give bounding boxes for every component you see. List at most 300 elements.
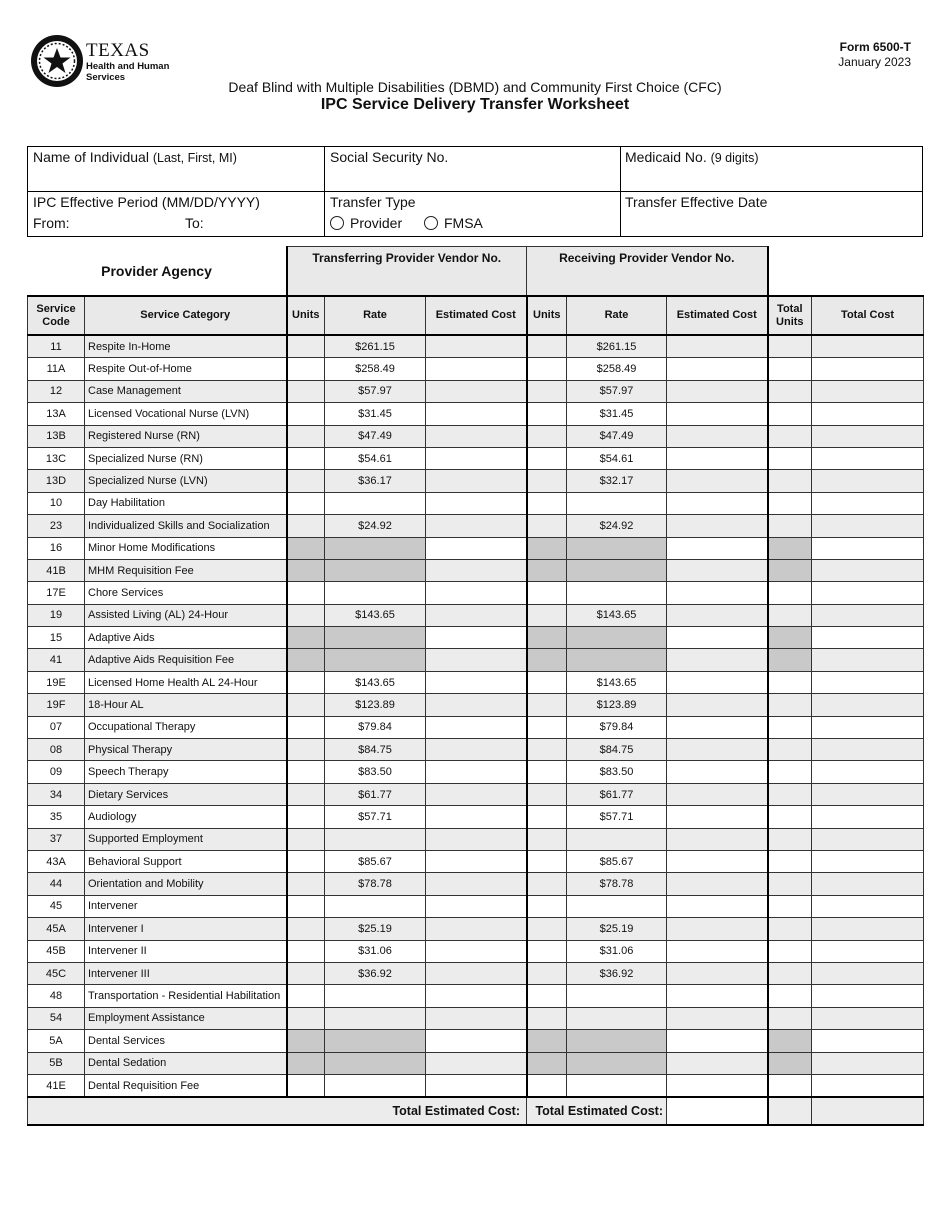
total-units[interactable] bbox=[768, 716, 812, 738]
rate-receiving: $78.78 bbox=[567, 873, 667, 895]
service-category: Audiology bbox=[85, 806, 287, 828]
est-cost-receiving[interactable] bbox=[667, 873, 768, 895]
units-receiving[interactable] bbox=[527, 1052, 567, 1074]
units-transferring[interactable] bbox=[287, 604, 325, 626]
table-row bbox=[28, 895, 924, 917]
agency-subname: Health and Human Services bbox=[86, 61, 170, 83]
units-receiving[interactable] bbox=[527, 918, 567, 940]
total-cost[interactable] bbox=[812, 1052, 924, 1074]
total-cost[interactable] bbox=[812, 918, 924, 940]
total-cost[interactable] bbox=[812, 335, 924, 358]
est-cost-receiving[interactable] bbox=[667, 358, 768, 380]
total-cost[interactable] bbox=[812, 739, 924, 761]
units-transferring[interactable] bbox=[287, 940, 325, 962]
table-row bbox=[28, 716, 924, 738]
service-category: Registered Nurse (RN) bbox=[85, 425, 287, 447]
total-cost[interactable] bbox=[812, 604, 924, 626]
table-row bbox=[28, 425, 924, 447]
service-category: Intervener I bbox=[85, 918, 287, 940]
total-cost[interactable] bbox=[812, 492, 924, 514]
units-receiving[interactable] bbox=[527, 1007, 567, 1029]
units-transferring[interactable] bbox=[287, 716, 325, 738]
col-total-units: Total Units bbox=[768, 296, 812, 335]
table-row bbox=[28, 918, 924, 940]
units-transferring[interactable] bbox=[287, 985, 325, 1007]
est-cost-transferring[interactable] bbox=[426, 716, 527, 738]
total-cost[interactable] bbox=[812, 537, 924, 559]
units-receiving[interactable] bbox=[527, 582, 567, 604]
total-cost[interactable] bbox=[812, 806, 924, 828]
units-receiving[interactable] bbox=[527, 850, 567, 872]
est-cost-transferring[interactable] bbox=[426, 850, 527, 872]
est-cost-transferring[interactable] bbox=[426, 1007, 527, 1029]
units-receiving[interactable] bbox=[527, 940, 567, 962]
est-cost-transferring[interactable] bbox=[426, 582, 527, 604]
est-cost-receiving[interactable] bbox=[667, 492, 768, 514]
units-transferring[interactable] bbox=[287, 335, 325, 358]
units-receiving[interactable] bbox=[527, 425, 567, 447]
total-cost[interactable] bbox=[812, 873, 924, 895]
service-category: Physical Therapy bbox=[85, 739, 287, 761]
table-row bbox=[28, 940, 924, 962]
table-row bbox=[28, 403, 924, 425]
total-units[interactable] bbox=[768, 604, 812, 626]
total-units[interactable] bbox=[768, 559, 812, 581]
rate-receiving: $84.75 bbox=[567, 739, 667, 761]
est-cost-transferring[interactable] bbox=[426, 537, 527, 559]
total-units[interactable] bbox=[768, 739, 812, 761]
total-units[interactable] bbox=[768, 425, 812, 447]
total-units[interactable] bbox=[768, 582, 812, 604]
est-cost-transferring[interactable] bbox=[426, 403, 527, 425]
rate-receiving: $31.45 bbox=[567, 403, 667, 425]
table-row bbox=[28, 492, 924, 514]
rate-receiving: $258.49 bbox=[567, 358, 667, 380]
est-cost-receiving[interactable] bbox=[667, 335, 768, 358]
col-est-cost-receiving: Estimated Cost bbox=[667, 296, 768, 335]
units-transferring[interactable] bbox=[287, 380, 325, 402]
units-transferring[interactable] bbox=[287, 559, 325, 581]
units-transferring[interactable] bbox=[287, 403, 325, 425]
est-cost-receiving[interactable] bbox=[667, 694, 768, 716]
total-cost[interactable] bbox=[812, 515, 924, 537]
service-category: Adaptive Aids bbox=[85, 627, 287, 649]
units-receiving[interactable] bbox=[527, 335, 567, 358]
service-category: Intervener III bbox=[85, 962, 287, 984]
total-cost[interactable] bbox=[812, 828, 924, 850]
units-transferring[interactable] bbox=[287, 828, 325, 850]
units-receiving[interactable] bbox=[527, 380, 567, 402]
units-transferring[interactable] bbox=[287, 962, 325, 984]
est-cost-transferring[interactable] bbox=[426, 873, 527, 895]
total-units[interactable] bbox=[768, 470, 812, 492]
units-receiving[interactable] bbox=[527, 783, 567, 805]
total-cost[interactable] bbox=[812, 671, 924, 693]
units-receiving[interactable] bbox=[527, 515, 567, 537]
service-code: 15 bbox=[28, 627, 85, 649]
est-cost-receiving[interactable] bbox=[667, 470, 768, 492]
units-receiving[interactable] bbox=[527, 739, 567, 761]
form-title: IPC Service Delivery Transfer Worksheet bbox=[320, 96, 630, 113]
total-units[interactable] bbox=[768, 806, 812, 828]
medicaid-field[interactable]: Medicaid No. (9 digits) bbox=[625, 149, 759, 165]
est-cost-receiving[interactable] bbox=[667, 1074, 768, 1097]
est-cost-receiving[interactable] bbox=[667, 1052, 768, 1074]
rate-transferring bbox=[325, 649, 426, 671]
table-row bbox=[28, 873, 924, 895]
rate-transferring: $24.92 bbox=[325, 515, 426, 537]
est-cost-transferring[interactable] bbox=[426, 604, 527, 626]
total-units[interactable] bbox=[768, 358, 812, 380]
table-row bbox=[28, 604, 924, 626]
form-date: January 2023 bbox=[838, 55, 911, 69]
units-transferring[interactable] bbox=[287, 1074, 325, 1097]
rate-transferring: $84.75 bbox=[325, 739, 426, 761]
col-est-cost-transferring: Estimated Cost bbox=[426, 296, 527, 335]
total-units[interactable] bbox=[768, 671, 812, 693]
est-cost-receiving[interactable] bbox=[667, 828, 768, 850]
total-units[interactable] bbox=[768, 492, 812, 514]
est-cost-transferring[interactable] bbox=[426, 985, 527, 1007]
units-receiving[interactable] bbox=[527, 671, 567, 693]
total-cost[interactable] bbox=[812, 425, 924, 447]
est-cost-receiving[interactable] bbox=[667, 403, 768, 425]
est-cost-receiving[interactable] bbox=[667, 940, 768, 962]
total-cost[interactable] bbox=[812, 985, 924, 1007]
total-units[interactable] bbox=[768, 761, 812, 783]
est-cost-transferring[interactable] bbox=[426, 783, 527, 805]
total-cost[interactable] bbox=[812, 694, 924, 716]
est-cost-receiving[interactable] bbox=[667, 649, 768, 671]
name-field[interactable]: Name of Individual (Last, First, MI) bbox=[33, 149, 237, 165]
units-transferring[interactable] bbox=[287, 694, 325, 716]
units-receiving[interactable] bbox=[527, 985, 567, 1007]
units-transferring[interactable] bbox=[287, 515, 325, 537]
est-cost-receiving[interactable] bbox=[667, 627, 768, 649]
total-units[interactable] bbox=[768, 627, 812, 649]
units-receiving[interactable] bbox=[527, 537, 567, 559]
est-cost-transferring[interactable] bbox=[426, 559, 527, 581]
est-cost-transferring[interactable] bbox=[426, 918, 527, 940]
total-cost[interactable] bbox=[812, 1007, 924, 1029]
total-units[interactable] bbox=[768, 403, 812, 425]
units-receiving[interactable] bbox=[527, 761, 567, 783]
units-receiving[interactable] bbox=[527, 873, 567, 895]
est-cost-transferring[interactable] bbox=[426, 962, 527, 984]
total-cost[interactable] bbox=[812, 447, 924, 469]
total-units[interactable] bbox=[768, 1052, 812, 1074]
est-cost-transferring[interactable] bbox=[426, 380, 527, 402]
service-code: 37 bbox=[28, 828, 85, 850]
est-cost-receiving[interactable] bbox=[667, 716, 768, 738]
total-cost[interactable] bbox=[812, 559, 924, 581]
est-cost-transferring[interactable] bbox=[426, 761, 527, 783]
total-cost[interactable] bbox=[812, 962, 924, 984]
units-transferring[interactable] bbox=[287, 582, 325, 604]
receiving-vendor-field[interactable]: Receiving Provider Vendor No. bbox=[527, 247, 768, 297]
total-cost[interactable] bbox=[812, 1030, 924, 1052]
est-cost-transferring[interactable] bbox=[426, 492, 527, 514]
units-receiving[interactable] bbox=[527, 1074, 567, 1097]
est-cost-transferring[interactable] bbox=[426, 425, 527, 447]
fmsa-radio[interactable]: FMSA bbox=[424, 215, 483, 231]
total-units[interactable] bbox=[768, 985, 812, 1007]
rate-transferring: $79.84 bbox=[325, 716, 426, 738]
total-cost[interactable] bbox=[812, 1074, 924, 1097]
est-cost-receiving[interactable] bbox=[667, 806, 768, 828]
service-category: Intervener bbox=[85, 895, 287, 917]
rate-receiving: $83.50 bbox=[567, 761, 667, 783]
est-cost-receiving[interactable] bbox=[667, 985, 768, 1007]
units-transferring[interactable] bbox=[287, 895, 325, 917]
est-cost-transferring[interactable] bbox=[426, 1052, 527, 1074]
units-transferring[interactable] bbox=[287, 358, 325, 380]
rate-transferring bbox=[325, 985, 426, 1007]
total-units[interactable] bbox=[768, 850, 812, 872]
grand-total-cost[interactable] bbox=[812, 1097, 924, 1125]
units-receiving[interactable] bbox=[527, 895, 567, 917]
total-units[interactable] bbox=[768, 828, 812, 850]
est-cost-receiving[interactable] bbox=[667, 380, 768, 402]
rate-receiving: $61.77 bbox=[567, 783, 667, 805]
service-code: 44 bbox=[28, 873, 85, 895]
total-units[interactable] bbox=[768, 537, 812, 559]
est-cost-receiving[interactable] bbox=[667, 582, 768, 604]
est-cost-transferring[interactable] bbox=[426, 447, 527, 469]
service-code: 48 bbox=[28, 985, 85, 1007]
grand-total-units[interactable] bbox=[768, 1097, 812, 1125]
service-category: Transportation - Residential Habilitation bbox=[85, 985, 287, 1007]
total-units[interactable] bbox=[768, 335, 812, 358]
units-transferring[interactable] bbox=[287, 1007, 325, 1029]
units-transferring[interactable] bbox=[287, 918, 325, 940]
rate-transferring bbox=[325, 1052, 426, 1074]
units-receiving[interactable] bbox=[527, 716, 567, 738]
est-cost-receiving[interactable] bbox=[667, 1030, 768, 1052]
total-cost[interactable] bbox=[812, 380, 924, 402]
transfer-date-field[interactable]: Transfer Effective Date bbox=[625, 194, 768, 210]
rate-receiving bbox=[567, 582, 667, 604]
rate-transferring bbox=[325, 1074, 426, 1097]
service-code: 54 bbox=[28, 1007, 85, 1029]
units-transferring[interactable] bbox=[287, 671, 325, 693]
rate-receiving bbox=[567, 985, 667, 1007]
rate-receiving bbox=[567, 1052, 667, 1074]
service-category: Day Habilitation bbox=[85, 492, 287, 514]
units-transferring[interactable] bbox=[287, 492, 325, 514]
table-row bbox=[28, 358, 924, 380]
service-category: Behavioral Support bbox=[85, 850, 287, 872]
total-cost[interactable] bbox=[812, 895, 924, 917]
units-transferring[interactable] bbox=[287, 649, 325, 671]
rate-receiving bbox=[567, 627, 667, 649]
table-row bbox=[28, 649, 924, 671]
rate-transferring: $61.77 bbox=[325, 783, 426, 805]
units-transferring[interactable] bbox=[287, 1030, 325, 1052]
total-units[interactable] bbox=[768, 918, 812, 940]
total-units[interactable] bbox=[768, 447, 812, 469]
units-receiving[interactable] bbox=[527, 604, 567, 626]
rate-receiving: $261.15 bbox=[567, 335, 667, 358]
rate-receiving: $143.65 bbox=[567, 671, 667, 693]
provider-agency-label: Provider Agency bbox=[101, 262, 212, 279]
est-cost-transferring[interactable] bbox=[426, 806, 527, 828]
units-receiving[interactable] bbox=[527, 649, 567, 671]
units-transferring[interactable] bbox=[287, 470, 325, 492]
est-cost-receiving[interactable] bbox=[667, 962, 768, 984]
rate-transferring: $31.45 bbox=[325, 403, 426, 425]
est-cost-receiving[interactable] bbox=[667, 918, 768, 940]
est-cost-receiving[interactable] bbox=[667, 739, 768, 761]
est-cost-transferring[interactable] bbox=[426, 940, 527, 962]
est-cost-receiving[interactable] bbox=[667, 447, 768, 469]
rate-transferring: $31.06 bbox=[325, 940, 426, 962]
service-code: 11 bbox=[28, 335, 85, 358]
total-cost[interactable] bbox=[812, 470, 924, 492]
est-cost-receiving[interactable] bbox=[667, 850, 768, 872]
service-code: 07 bbox=[28, 716, 85, 738]
total-cost[interactable] bbox=[812, 850, 924, 872]
table-row bbox=[28, 828, 924, 850]
units-transferring[interactable] bbox=[287, 850, 325, 872]
radio-icon bbox=[424, 216, 438, 230]
est-cost-receiving[interactable] bbox=[667, 783, 768, 805]
rate-receiving bbox=[567, 828, 667, 850]
units-transferring[interactable] bbox=[287, 447, 325, 469]
total-cost[interactable] bbox=[812, 403, 924, 425]
rate-receiving: $32.17 bbox=[567, 470, 667, 492]
est-cost-transferring[interactable] bbox=[426, 671, 527, 693]
units-transferring[interactable] bbox=[287, 1052, 325, 1074]
units-receiving[interactable] bbox=[527, 470, 567, 492]
units-transferring[interactable] bbox=[287, 873, 325, 895]
est-cost-transferring[interactable] bbox=[426, 694, 527, 716]
service-code: 45B bbox=[28, 940, 85, 962]
est-cost-transferring[interactable] bbox=[426, 627, 527, 649]
total-cost[interactable] bbox=[812, 783, 924, 805]
est-cost-transferring[interactable] bbox=[426, 649, 527, 671]
table-row bbox=[28, 1052, 924, 1074]
service-category: Licensed Home Health AL 24-Hour bbox=[85, 671, 287, 693]
est-cost-receiving[interactable] bbox=[667, 559, 768, 581]
total-estimated-cost-receiving-value[interactable] bbox=[667, 1097, 768, 1125]
rate-transferring bbox=[325, 559, 426, 581]
units-receiving[interactable] bbox=[527, 694, 567, 716]
units-transferring[interactable] bbox=[287, 806, 325, 828]
service-category: Employment Assistance bbox=[85, 1007, 287, 1029]
total-cost[interactable] bbox=[812, 940, 924, 962]
units-receiving[interactable] bbox=[527, 559, 567, 581]
total-cost[interactable] bbox=[812, 761, 924, 783]
est-cost-receiving[interactable] bbox=[667, 895, 768, 917]
est-cost-transferring[interactable] bbox=[426, 470, 527, 492]
est-cost-transferring[interactable] bbox=[426, 358, 527, 380]
units-receiving[interactable] bbox=[527, 828, 567, 850]
est-cost-transferring[interactable] bbox=[426, 739, 527, 761]
service-category: Assisted Living (AL) 24-Hour bbox=[85, 604, 287, 626]
units-transferring[interactable] bbox=[287, 761, 325, 783]
rate-transferring bbox=[325, 627, 426, 649]
from-field[interactable]: From: bbox=[33, 215, 70, 231]
est-cost-transferring[interactable] bbox=[426, 828, 527, 850]
units-receiving[interactable] bbox=[527, 492, 567, 514]
rate-receiving: $57.71 bbox=[567, 806, 667, 828]
form-subtitle: Deaf Blind with Multiple Disabilities (DBMD) and Community First Choice (CFC) bbox=[228, 79, 722, 95]
rate-receiving: $54.61 bbox=[567, 447, 667, 469]
units-receiving[interactable] bbox=[527, 1030, 567, 1052]
est-cost-transferring[interactable] bbox=[426, 515, 527, 537]
total-units[interactable] bbox=[768, 694, 812, 716]
total-units[interactable] bbox=[768, 962, 812, 984]
service-category: Dental Requisition Fee bbox=[85, 1074, 287, 1097]
est-cost-receiving[interactable] bbox=[667, 761, 768, 783]
service-table bbox=[27, 246, 924, 1126]
total-units[interactable] bbox=[768, 1007, 812, 1029]
est-cost-receiving[interactable] bbox=[667, 515, 768, 537]
est-cost-transferring[interactable] bbox=[426, 1030, 527, 1052]
total-cost[interactable] bbox=[812, 358, 924, 380]
est-cost-receiving[interactable] bbox=[667, 671, 768, 693]
ssn-field[interactable]: Social Security No. bbox=[330, 149, 449, 165]
service-category: Speech Therapy bbox=[85, 761, 287, 783]
units-receiving[interactable] bbox=[527, 627, 567, 649]
est-cost-receiving[interactable] bbox=[667, 604, 768, 626]
rate-receiving: $36.92 bbox=[567, 962, 667, 984]
service-code: 13C bbox=[28, 447, 85, 469]
total-units[interactable] bbox=[768, 1074, 812, 1097]
est-cost-receiving[interactable] bbox=[667, 1007, 768, 1029]
provider-radio[interactable]: Provider bbox=[330, 215, 402, 231]
service-category: Specialized Nurse (RN) bbox=[85, 447, 287, 469]
units-receiving[interactable] bbox=[527, 358, 567, 380]
units-receiving[interactable] bbox=[527, 806, 567, 828]
total-units[interactable] bbox=[768, 649, 812, 671]
units-receiving[interactable] bbox=[527, 962, 567, 984]
units-transferring[interactable] bbox=[287, 537, 325, 559]
total-units[interactable] bbox=[768, 873, 812, 895]
total-units[interactable] bbox=[768, 895, 812, 917]
table-row bbox=[28, 559, 924, 581]
rate-transferring: $57.71 bbox=[325, 806, 426, 828]
total-units[interactable] bbox=[768, 1030, 812, 1052]
units-transferring[interactable] bbox=[287, 783, 325, 805]
est-cost-transferring[interactable] bbox=[426, 335, 527, 358]
total-cost[interactable] bbox=[812, 582, 924, 604]
transferring-vendor-field[interactable]: Transferring Provider Vendor No. bbox=[287, 247, 527, 297]
est-cost-receiving[interactable] bbox=[667, 425, 768, 447]
total-cost[interactable] bbox=[812, 649, 924, 671]
units-transferring[interactable] bbox=[287, 425, 325, 447]
total-units[interactable] bbox=[768, 380, 812, 402]
est-cost-transferring[interactable] bbox=[426, 1074, 527, 1097]
form-number: Form 6500-T bbox=[839, 40, 911, 54]
rate-receiving: $57.97 bbox=[567, 380, 667, 402]
est-cost-receiving[interactable] bbox=[667, 537, 768, 559]
units-receiving[interactable] bbox=[527, 403, 567, 425]
units-transferring[interactable] bbox=[287, 739, 325, 761]
units-receiving[interactable] bbox=[527, 447, 567, 469]
total-units[interactable] bbox=[768, 940, 812, 962]
service-code: 13D bbox=[28, 470, 85, 492]
table-row bbox=[28, 1030, 924, 1052]
units-transferring[interactable] bbox=[287, 627, 325, 649]
est-cost-transferring[interactable] bbox=[426, 895, 527, 917]
total-cost[interactable] bbox=[812, 716, 924, 738]
total-units[interactable] bbox=[768, 783, 812, 805]
total-units[interactable] bbox=[768, 515, 812, 537]
to-field[interactable]: To: bbox=[185, 215, 204, 231]
total-cost[interactable] bbox=[812, 627, 924, 649]
